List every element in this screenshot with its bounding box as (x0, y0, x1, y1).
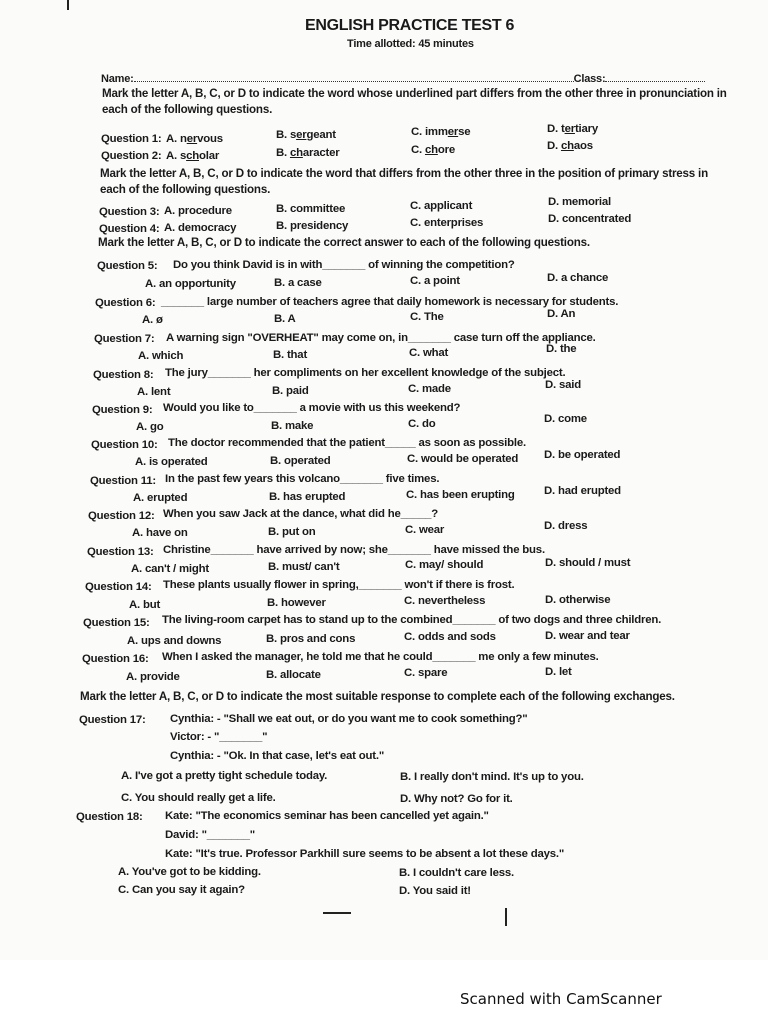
option-b: B. a case (274, 277, 322, 289)
question-label: Question 11: (90, 475, 156, 487)
option-d: D. let (545, 666, 572, 678)
option-c: C. wear (405, 524, 445, 536)
option-b: B. sergeant (276, 129, 336, 141)
dialogue-line: Cynthia: - "Shall we eat out, or do you want me to cook something?" (170, 713, 528, 725)
question-label: Question 17: (79, 714, 146, 726)
option-c: C. may/ should (405, 559, 484, 571)
question-stem: When I asked the manager, he told me that he could_______ me only a few minutes. (162, 651, 599, 663)
option-a: A. ø (142, 314, 163, 326)
question-label: Question 1: (101, 133, 162, 145)
option-c: C. what (409, 347, 449, 359)
question-label: Question 12: (88, 510, 155, 522)
option-d: D. tertiary (547, 123, 598, 135)
option-d: D. An (547, 308, 576, 320)
option-d: D. concentrated (548, 213, 632, 225)
question-stem: In the past few years this volcano_______ five times. (165, 473, 440, 485)
instruction-correct-answer: Mark the letter A, B, C, or D to indicate the correct answer to each of the following questions. (98, 236, 590, 249)
option-a: A. lent (137, 386, 171, 398)
option-a: A. can't / might (131, 563, 209, 575)
dialogue-line: Victor: - "_______" (170, 731, 268, 743)
question-stem: _______ large number of teachers agree that daily homework is necessary for students. (161, 296, 619, 308)
option-c: C. nevertheless (404, 595, 486, 607)
option-c: C. do (408, 418, 436, 430)
option-b: B. I really don't mind. It's up to you. (400, 771, 584, 783)
option-a: A. scholar (166, 150, 220, 162)
question-label: Question 13: (87, 546, 154, 558)
option-a: A. an opportunity (145, 278, 236, 290)
question-label: Question 14: (85, 581, 152, 593)
question-label: Question 15: (83, 617, 150, 629)
name-blank (134, 72, 574, 82)
scanner-watermark: Scanned with CamScanner (460, 990, 662, 1008)
option-b: B. that (273, 349, 308, 361)
dialogue-line: David: "_______" (165, 829, 255, 841)
option-b: B. make (271, 420, 314, 432)
question-label: Question 5: (97, 260, 158, 272)
option-d: D. be operated (544, 449, 621, 461)
option-d: D. a chance (547, 272, 609, 284)
question-label: Question 10: (91, 439, 158, 451)
question-stem: Do you think David is in with_______ of winning the competition? (173, 259, 515, 271)
option-d: D. Why not? Go for it. (400, 793, 513, 805)
page-subtitle: Time allotted: 45 minutes (347, 38, 474, 50)
dialogue-line: Kate: "The economics seminar has been cancelled yet again." (165, 810, 489, 822)
option-c: C. chore (411, 144, 456, 156)
question-label: Question 18: (76, 811, 143, 823)
class-label: Class: (573, 73, 606, 85)
question-stem: Would you like to_______ a movie with us this weekend? (163, 402, 461, 414)
option-a: A. procedure (164, 205, 232, 217)
instruction-exchanges: Mark the letter A, B, C, or D to indicate the most suitable response to complete each of the following exchanges. (80, 690, 675, 703)
option-c: C. a point (410, 275, 460, 287)
option-c: C. immerse (411, 126, 471, 138)
option-b: B. presidency (276, 220, 349, 232)
instruction-stress: Mark the letter A, B, C, or D to indicate the word that differs from the other three in the position of primary stress in each of the following questions. (100, 167, 708, 196)
option-d: D. said (545, 379, 581, 391)
option-c: C. enterprises (410, 217, 484, 229)
option-c: C. spare (404, 667, 448, 679)
class-blank (605, 72, 705, 82)
option-a: A. but (129, 599, 161, 611)
question-label: Question 2: (101, 150, 162, 162)
question-label: Question 7: (94, 333, 155, 345)
option-d: D. had erupted (544, 485, 621, 497)
dialogue-line: Cynthia: - "Ok. In that case, let's eat out." (170, 750, 385, 762)
question-stem: These plants usually flower in spring,_______ won't if there is frost. (163, 579, 515, 591)
scan-mark (505, 908, 507, 926)
option-c: C. applicant (410, 200, 473, 212)
option-b: B. put on (268, 526, 316, 538)
option-a: A. nervous (166, 133, 223, 145)
question-stem: The jury_______ her compliments on her excellent knowledge of the subject. (165, 367, 566, 379)
scan-mark (67, 0, 69, 10)
option-a: A. provide (126, 671, 180, 683)
option-a: A. have on (132, 527, 188, 539)
option-a: A. You've got to be kidding. (118, 866, 261, 878)
option-c: C. made (408, 383, 451, 395)
option-d: D. the (546, 343, 577, 355)
option-b: B. must/ can't (268, 561, 340, 573)
question-stem: Christine_______ have arrived by now; she_______ have missed the bus. (163, 544, 545, 556)
option-b: B. character (276, 147, 340, 159)
option-a: A. which (138, 350, 184, 362)
option-c: C. would be operated (407, 453, 519, 465)
option-d: D. dress (544, 520, 588, 532)
question-stem: When you saw Jack at the dance, what did he_____? (163, 508, 439, 520)
option-a: A. erupted (133, 492, 188, 504)
page-title: ENGLISH PRACTICE TEST 6 (305, 17, 515, 34)
option-a: A. I've got a pretty tight schedule today. (121, 770, 328, 782)
option-b: B. committee (276, 203, 346, 215)
option-d: D. chaos (547, 140, 593, 152)
question-stem: The living-room carpet has to stand up to the combined_______ of two dogs and three children. (162, 614, 662, 626)
option-b: B. operated (270, 455, 331, 467)
question-label: Question 3: (99, 206, 160, 218)
option-c: C. has been erupting (406, 489, 515, 501)
option-c: C. Can you say it again? (118, 884, 245, 896)
option-a: A. democracy (164, 222, 237, 234)
scan-mark (323, 912, 351, 914)
option-b: B. A (274, 313, 296, 325)
option-c: C. The (410, 311, 444, 323)
option-d: D. You said it! (399, 885, 471, 897)
option-b: B. paid (272, 385, 309, 397)
option-b: B. pros and cons (266, 633, 356, 645)
dialogue-line: Kate: "It's true. Professor Parkhill sure seems to be absent a lot these days." (165, 848, 565, 860)
instruction-pronunciation: Mark the letter A, B, C, or D to indicate the word whose underlined part differs from the other three in pronunciation in each of the following questions. (102, 87, 727, 116)
option-a: A. ups and downs (127, 635, 222, 647)
question-label: Question 6: (95, 297, 156, 309)
question-label: Question 16: (82, 653, 149, 665)
option-c: C. odds and sods (404, 631, 496, 643)
option-d: D. memorial (548, 196, 612, 208)
option-a: A. is operated (135, 456, 208, 468)
option-d: D. should / must (545, 557, 631, 569)
option-b: B. however (267, 597, 326, 609)
question-stem: A warning sign "OVERHEAT" may come on, in_______ case turn off the appliance. (166, 332, 596, 344)
question-label: Question 9: (92, 404, 153, 416)
option-d: D. otherwise (545, 594, 611, 606)
question-label: Question 4: (99, 223, 160, 235)
option-d: D. wear and tear (545, 630, 630, 642)
option-d: D. come (544, 413, 587, 425)
option-b: B. I couldn't care less. (399, 867, 515, 879)
question-stem: The doctor recommended that the patient_____ as soon as possible. (168, 437, 526, 449)
option-a: A. go (136, 421, 164, 433)
option-b: B. has erupted (269, 491, 346, 503)
question-label: Question 8: (93, 369, 154, 381)
name-class-line (101, 72, 721, 86)
name-label: Name: (101, 73, 134, 85)
option-b: B. allocate (266, 669, 321, 681)
option-c: C. You should really get a life. (121, 792, 276, 804)
